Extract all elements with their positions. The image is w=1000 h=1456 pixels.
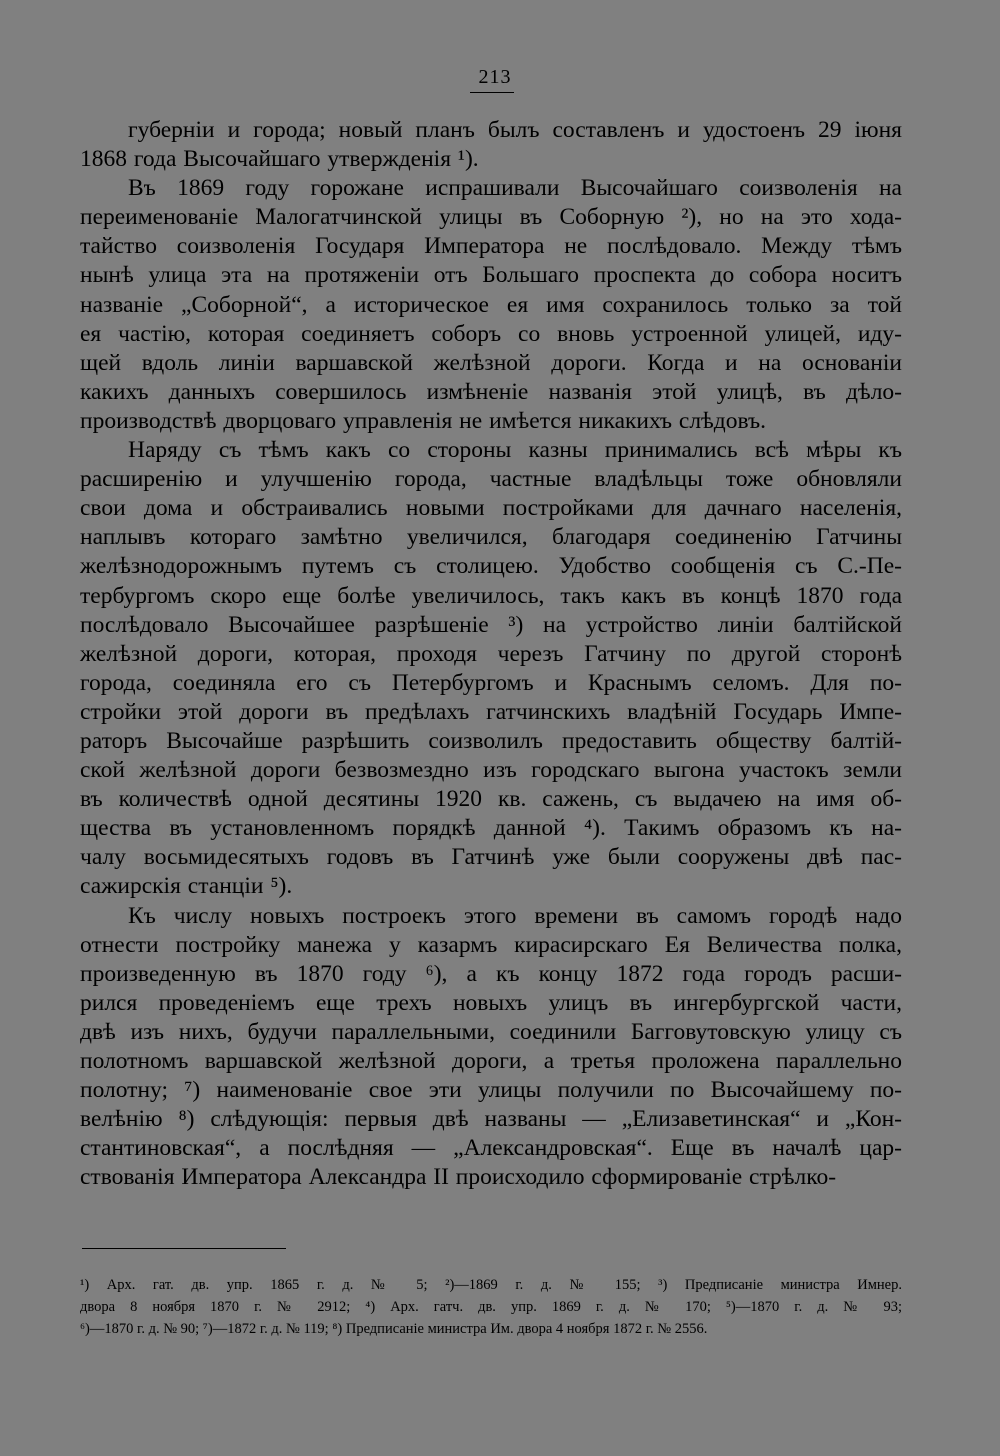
footnote-line: ⁶)—1870 г. д. № 90; ⁷)—1872 г. д. № 119; ⁸) Предписаніе министра Им. двора 4 ноября 1872 г. № 2556. — [80, 1321, 708, 1337]
text-line: произведенную въ 1870 году ⁶), а къ концу 1872 года городъ расши- — [80, 960, 902, 987]
text-line: названіе „Соборной“, а историческое ея имя сохранилось только за той — [80, 291, 902, 318]
text-line: стантиновская“, а послѣдняя — „Александровская“. Еще въ началѣ цар- — [80, 1135, 902, 1162]
text-line: губерніи и города; новый планъ былъ составленъ и удостоенъ 29 іюня — [128, 117, 902, 143]
footnote-separator — [82, 1248, 286, 1249]
text-line: отнести постройку манежа у казармъ кирасирскаго Ея Величества полка, — [80, 931, 902, 958]
text-line: тайство соизволенія Государя Императора не послѣдовало. Между тѣмъ — [80, 233, 902, 260]
body-text — [80, 116, 902, 1192]
text-line: Наряду съ тѣмъ какъ со стороны казны принимались всѣ мѣры къ — [128, 437, 902, 464]
text-line: сажирскія станціи ⁵). — [80, 873, 293, 900]
text-line: полотномъ варшавской желѣзной дороги, а третья проложена параллельно — [80, 1048, 902, 1074]
text-line: въ количествѣ одной десятины 1920 кв. сажень, съ выдачею на имя об- — [80, 786, 902, 813]
text-line: ской желѣзной дороги безвозмездно изъ городскаго выгона участокъ земли — [80, 757, 902, 784]
text-line: щей вдоль линіи варшавской желѣзной дороги. Когда и на основаніи — [80, 349, 902, 376]
text-line: нынѣ улица эта на протяженіи отъ Большаго проспекта до собора носитъ — [80, 262, 902, 289]
text-line: велѣнію ⁸) слѣдующія: первыя двѣ названы — „Елизаветинская“ и „Кон- — [80, 1106, 902, 1133]
text-line: переименованіе Малогатчинской улицы въ Соборную ²), но на это хода- — [80, 204, 902, 231]
paragraph — [80, 174, 902, 436]
text-line: производствѣ дворцоваго управленія не имѣется никакихъ слѣдовъ. — [80, 407, 767, 434]
footnotes — [80, 1274, 902, 1340]
text-line: ея частію, которая соединяетъ соборъ со вновь устроенной улицей, иду- — [80, 320, 902, 347]
text-line: 1868 года Высочайшаго утвержденія ¹). — [80, 146, 479, 173]
text-line: желѣзной дороги, которая, проходя черезъ Гатчину по другой сторонѣ — [80, 640, 902, 667]
page-number: 213 — [478, 66, 512, 88]
text-line: свои дома и обстраивались новыми постройками для дачнаго населенія, — [80, 495, 902, 522]
text-line: двѣ изъ нихъ, будучи параллельными, соединили Багговутовскую улицу съ — [80, 1018, 902, 1045]
paragraph — [80, 436, 902, 902]
text-line: послѣдовало Высочайшее разрѣшеніе ³) на устройство линіи балтійской — [80, 611, 902, 638]
text-line: щества въ установленномъ порядкѣ данной ⁴). Такимъ образомъ къ на- — [80, 815, 902, 842]
page-number-underline — [470, 92, 514, 93]
text-line: Въ 1869 году горожане испрашивали Высочайшаго соизволенія на — [128, 175, 902, 202]
footnote-line: ¹) Арх. гат. дв. упр. 1865 г. д. № 5; ²)—1869 г. д. № 155; ³) Предписаніе министра Имнер. — [80, 1277, 902, 1293]
paragraph — [80, 116, 902, 174]
text-line: наплывъ котораго замѣтно увеличился, благодаря соединенію Гатчины — [80, 524, 902, 551]
text-line: чалу восьмидесятыхъ годовъ въ Гатчинѣ уже были сооружены двѣ пас- — [80, 844, 902, 871]
text-line: желѣзнодорожнымъ путемъ съ столицею. Удобство сообщенія съ С.-Пе- — [80, 553, 902, 580]
text-line: тербургомъ скоро еще болѣе увеличилось, такъ какъ въ концѣ 1870 года — [80, 582, 902, 609]
text-line: полотну; ⁷) наименованіе свое эти улицы получили по Высочайшему по- — [80, 1077, 902, 1104]
footnote-line: двора 8 ноября 1870 г. № 2912; ⁴) Арх. гатч. дв. упр. 1869 г. д. № 170; ⁵)—1870 г. д. № 93; — [80, 1299, 902, 1315]
text-line: стройки этой дороги въ предѣлахъ гатчинскихъ владѣній Государь Импе- — [80, 698, 902, 725]
paragraph — [80, 902, 902, 1193]
text-line: города, соединяла его съ Петербургомъ и Краснымъ селомъ. Для по- — [80, 669, 902, 696]
text-line: какихъ данныхъ совершилось измѣненіе названія этой улицѣ, въ дѣло- — [80, 378, 902, 405]
text-line: расширенію и улучшенію города, частные владѣльцы тоже обновляли — [80, 466, 902, 493]
text-line: раторъ Высочайше разрѣшить соизволилъ предоставить обществу балтій- — [80, 727, 902, 754]
text-line: рился проведеніемъ еще трехъ новыхъ улицъ въ ингербургской части, — [80, 989, 902, 1016]
text-line: Къ числу новыхъ построекъ этого времени въ самомъ городѣ надо — [128, 902, 902, 929]
text-line: ствованія Императора Александра II происходило сформированіе стрѣлко- — [80, 1164, 837, 1191]
